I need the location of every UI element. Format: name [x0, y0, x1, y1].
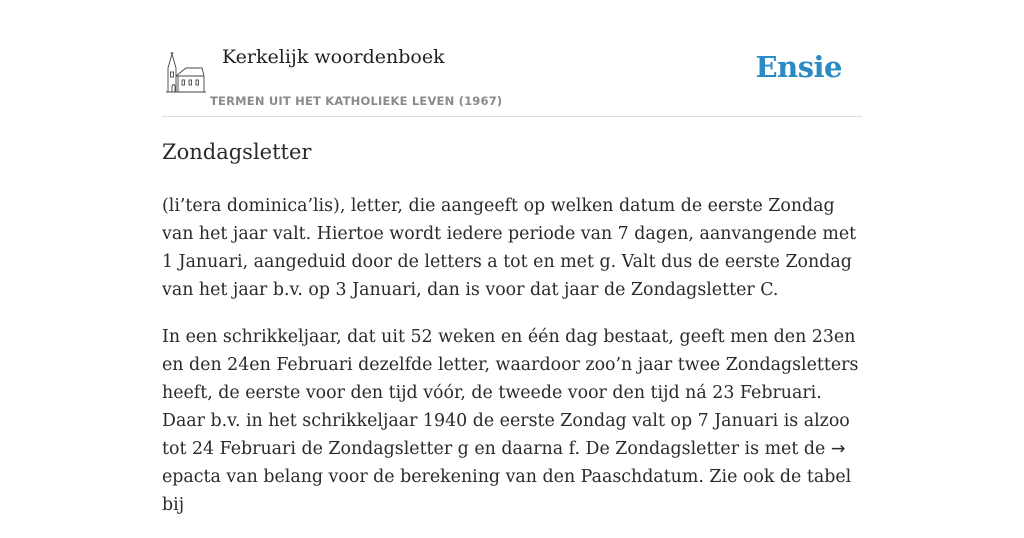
xref-link-epacta[interactable]: epacta	[162, 467, 221, 487]
paragraph-text: In een schrikkeljaar, dat uit 52 weken en één dag bestaat, geeft men den 23en en den 24en Februari dezelfde letter, waardoor zoo’n jaar twee Zondagsletters heeft, de eerste voor den tijd vóór, de tweede voor den tijd ná 23 Februari. Daar b.v. in het schrikkeljaar 1940 de eerste Zondag valt op 7 Januari is alzoo tot 24 Februari de Zondagsletter g en daarna f. De Zondagsletter is met de	[162, 327, 859, 459]
entry-title: Zondagsletter	[162, 140, 312, 164]
church-icon[interactable]	[166, 50, 206, 94]
arrow-right-icon: →	[830, 439, 846, 459]
page	[162, 0, 862, 515]
paragraph-text: van belang voor de berekening van den Paaschdatum. Zie ook de tabel bij	[162, 467, 852, 515]
header	[162, 0, 862, 117]
entry-paragraph	[162, 323, 864, 519]
entry-paragraph: (li’tera dominica’lis), letter, die aangeeft op welken datum de eerste Zondag van het jaar valt. Hiertoe wordt iedere periode van 7 dagen, aanvangende met 1 Januari, aangeduid door de letters a tot en met g. Valt dus de eerste Zondag van het jaar b.v. op 3 Januari, dan is voor dat jaar de Zondagsletter C.	[162, 196, 857, 300]
book-subtitle: TERMEN UIT HET KATHOLIEKE LEVEN (1967)	[210, 94, 503, 108]
book-title[interactable]: Kerkelijk woordenboek	[222, 46, 445, 68]
entry-body	[162, 192, 864, 538]
brand-logo-link[interactable]: Ensie	[755, 50, 842, 84]
